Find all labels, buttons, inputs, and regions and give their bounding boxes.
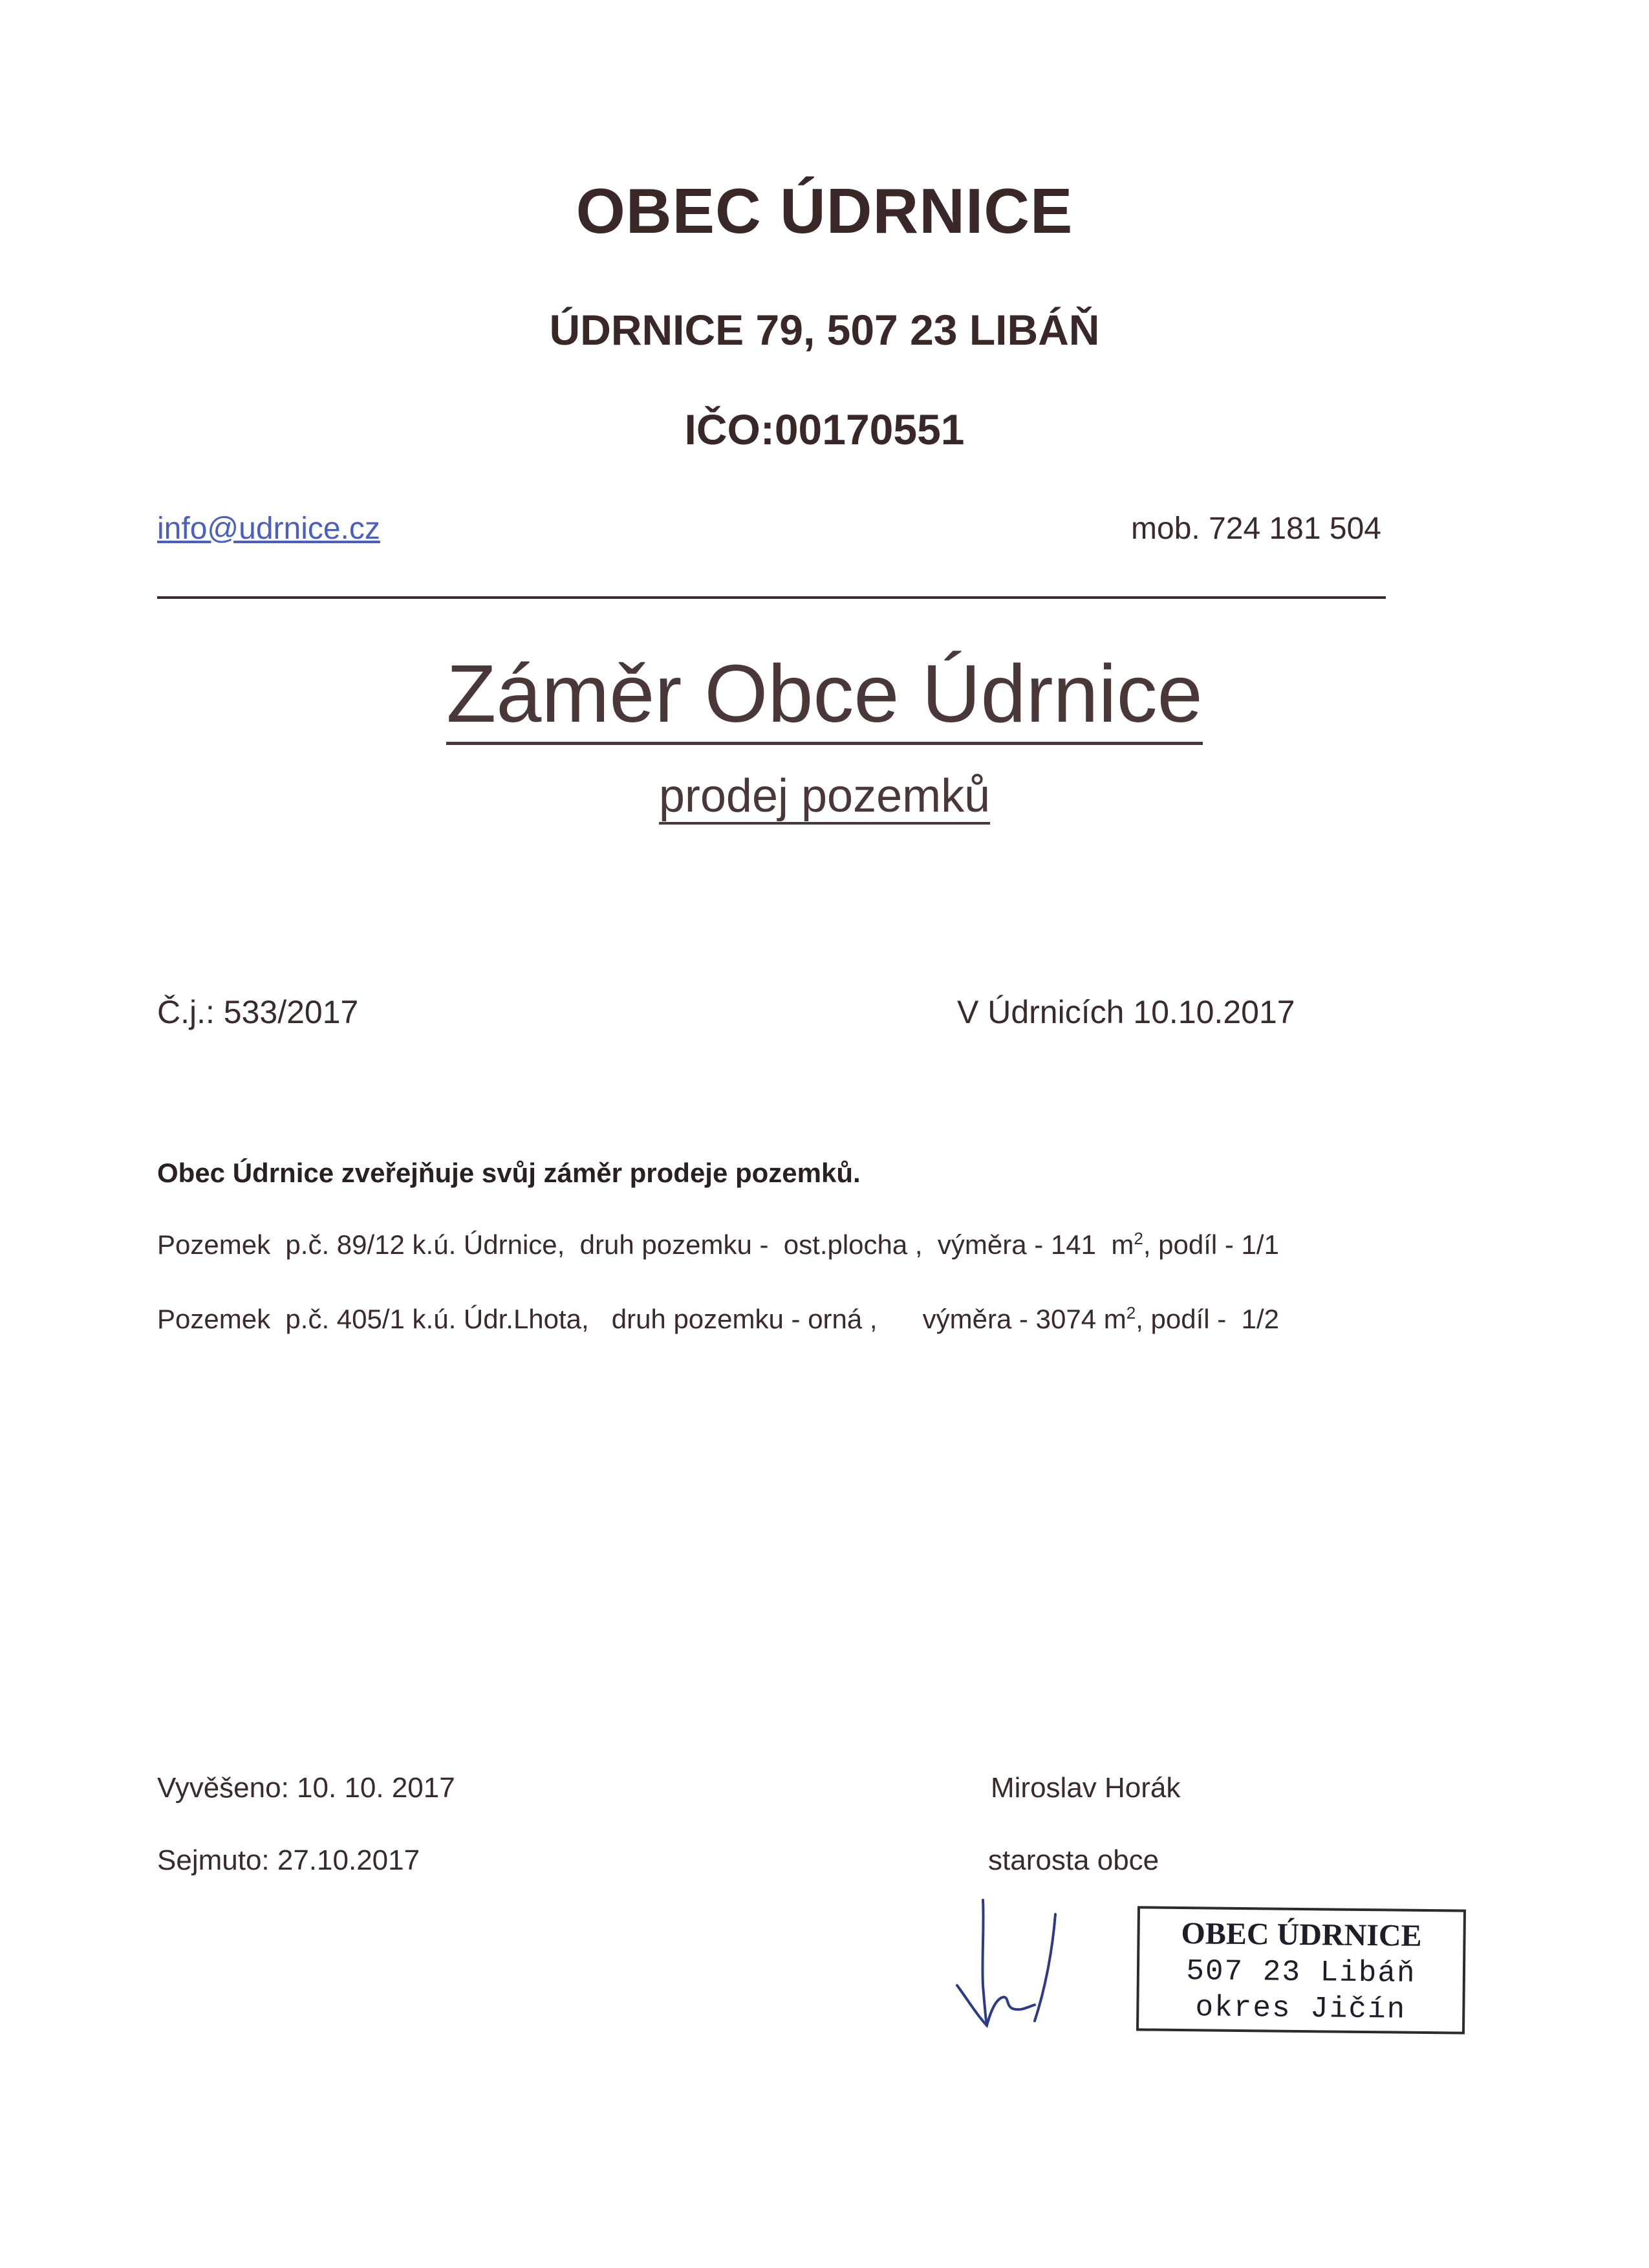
reference-number: Č.j.: 533/2017 [157, 994, 359, 1030]
place-date: V Údrnicích 10.10.2017 [957, 994, 1295, 1030]
unit-exponent: 2 [1126, 1303, 1136, 1323]
organization-name: OBEC ÚDRNICE [576, 175, 1073, 246]
official-stamp [1136, 1906, 1466, 2034]
stamp-line: okres Jičín [1195, 1991, 1406, 2027]
handwritten-signature [944, 1888, 1086, 2031]
lead-paragraph: Obec Údrnice zveřejňuje svůj záměr prodeje pozemků. [157, 1158, 861, 1188]
mayor-name: Miroslav Horák [991, 1772, 1181, 1804]
document-subtitle-text: prodej pozemků [659, 770, 990, 825]
posted-date: Vyvěšeno: 10. 10. 2017 [157, 1772, 455, 1804]
stamp-line: OBEC ÚDRNICE [1181, 1916, 1422, 1953]
parcel-share: , podíl - 1/2 [1136, 1304, 1279, 1334]
stamp-line: 507 23 Libáň [1186, 1954, 1416, 1991]
phone-number: mob. 724 181 504 [1131, 512, 1381, 546]
parcel-text: Pozemek p.č. 89/12 k.ú. Údrnice, druh pozemku - ost.plocha , výměra - 141 m [157, 1229, 1134, 1260]
parcel-line [157, 1229, 1279, 1260]
parcel-share: , podíl - 1/1 [1143, 1229, 1279, 1260]
document-subtitle [0, 770, 1649, 823]
document-title [0, 647, 1649, 740]
unit-exponent: 2 [1134, 1229, 1143, 1248]
parcel-line [157, 1303, 1279, 1335]
document-title-text: Záměr Obce Údrnice [446, 648, 1202, 745]
parcel-text: Pozemek p.č. 405/1 k.ú. Údr.Lhota, druh pozemku - orná , výměra - 3074 m [157, 1304, 1126, 1334]
header-divider [157, 596, 1386, 599]
removed-date: Sejmuto: 27.10.2017 [157, 1844, 420, 1876]
email-link[interactable]: info@udrnice.cz [157, 512, 380, 546]
organization-ico: IČO:00170551 [684, 405, 965, 453]
mayor-title: starosta obce [988, 1844, 1159, 1876]
organization-address: ÚDRNICE 79, 507 23 LIBÁŇ [549, 306, 1100, 354]
